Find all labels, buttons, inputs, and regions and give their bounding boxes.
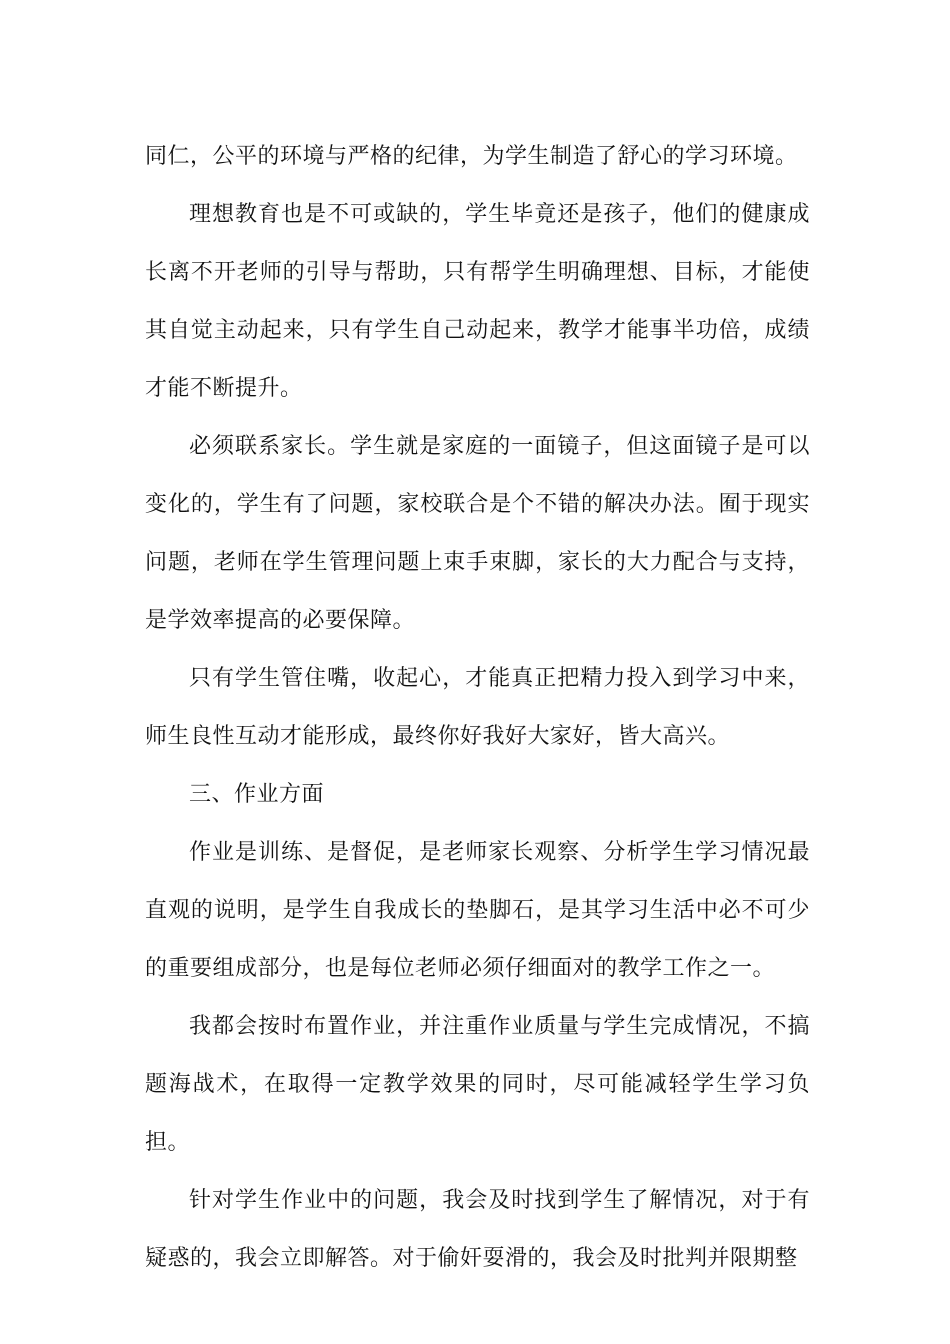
paragraph-1: 同仁，公平的环境与严格的纪律，为学生制造了舒心的学习环境。: [145, 144, 798, 169]
paragraph-7: 针对学生作业中的问题，我会及时找到学生了解情况，对于有疑惑的，我会立即解答。对于偷奸耍滑的，我会及时批判并限期整: [145, 1188, 810, 1271]
document-body: [145, 128, 810, 1288]
section-heading-homework: 三、作业方面: [189, 782, 325, 807]
paragraph-3: 必须联系家长。学生就是家庭的一面镜子，但这面镜子是可以变化的，学生有了问题，家校联合是个不错的解决办法。囿于现实问题，老师在学生管理问题上束手束脚，家长的大力配合与支持，是学效率提高的必要保障。: [145, 434, 810, 633]
paragraph-5: 作业是训练、是督促，是老师家长观察、分析学生学习情况最直观的说明，是学生自我成长的垫脚石，是其学习生活中必不可少的重要组成部分，也是每位老师必须仔细面对的教学工作之一。: [145, 840, 810, 981]
paragraph-2: 理想教育也是不可或缺的，学生毕竟还是孩子，他们的健康成长离不开老师的引导与帮助，只有帮学生明确理想、目标，才能使其自觉主动起来，只有学生自己动起来，教学才能事半功倍，成绩才能不断提升。: [145, 202, 810, 401]
paragraph-4: 只有学生管住嘴，收起心，才能真正把精力投入到学习中来，师生良性互动才能形成，最终你好我好大家好，皆大高兴。: [145, 666, 810, 749]
paragraph-6: 我都会按时布置作业，并注重作业质量与学生完成情况，不搞题海战术，在取得一定教学效果的同时，尽可能减轻学生学习负担。: [145, 1014, 810, 1155]
